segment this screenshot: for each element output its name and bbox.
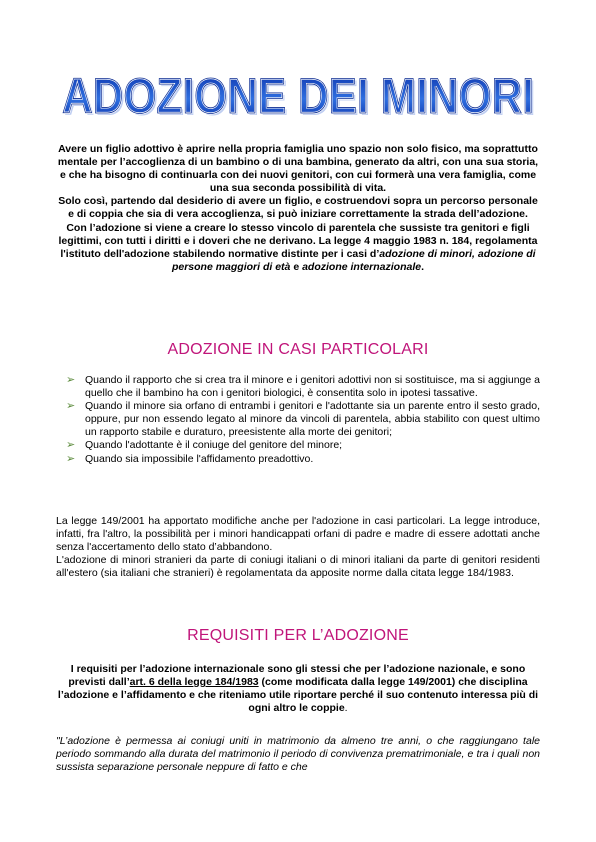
bullet-list [66,374,540,466]
section1-paragraphs [56,515,540,580]
wordart-title [58,70,538,122]
law-quote: "L’adozione è permessa ai coniugi uniti in matrimonio da almeno tre anni, o che raggiungano tale periodo sommando alla durata del matrimonio il periodo di convivenza prematrimoniale, e tra i quali non sussista separazione personale neppure di fatto e che [56,735,540,774]
intro-paragraph: Solo così, partendo dal desiderio di avere un figlio, e costruendovi sopra un percorso personale e di coppia che sia di vera accoglienza, si può iniziare correttamente la strada dell’adozione. [58,195,538,221]
list-item: ➢ Quando l'adottante è il coniuge del genitore del minore; [66,439,343,452]
arrow-bullet-icon: ➢ [66,452,76,465]
intro-paragraph: Con l’adozione si viene a creare lo stesso vincolo di parentela che sussiste tra genitori e figli legittimi, con tutti i diritti e i doveri che ne derivano. La legge 4 maggio 1983 n. 184, regolamenta l'istituto dell'adozione stabilendo normative distinte per i casi d’adozione di minori, adozione di persone maggiori di età e adozione internazionale. [58,221,538,273]
list-item: ➢ Quando il minore sia orfano di entrambi i genitori e l'adottante sia un parente entro il sesto grado, oppure, pur non essendo legato al minore da vincoli di parentela, abbia stabilito con quest ultimo un rapporto stabile e duraturo, preesistente alla morte dei genitori; [66,400,540,439]
wordart-title-stroke: ADOZIONE DEI MINORI [62,70,534,122]
arrow-bullet-icon: ➢ [66,400,76,413]
requirements-intro: I requisiti per l’adozione internazionale sono gli stessi che per l’adozione nazionale, e sono previsti dall’art. 6 della legge 184/1983 (come modificata dalla legge 149/2001) che disciplina l’adozione e l’affidamento e che riteniamo utile riportare perché il suo contenuto interessa più di ogni altro le coppie. [57,663,539,715]
intro-emphasis: adozione di minori, adozione di persone maggiori di età [171,247,536,273]
wordart-title-shadow: ADOZIONE DEI MINORI [64,70,536,122]
law-reference-link[interactable]: art. 6 della legge 184/1983 [129,676,259,689]
intro-emphasis: adozione internazionale [302,260,422,273]
body-paragraph: L'adozione di minori stranieri da parte di coniugi italiani o di minori italiani da parte di genitori residenti all'estero (sia italiani che stranieri) è regolamentata da apposite norme dalla citata legge 184/1983. [56,554,540,580]
list-item: ➢ Quando il rapporto che si crea tra il minore e i genitori adottivi non si sostituisce, ma si aggiunge a quello che il bambino ha con i genitori biologici, è consentita solo in ipotesi tassative. [66,374,540,400]
list-item: ➢ Quando sia impossibile l'affidamento preadottivo. [66,452,314,465]
intro-paragraph: Avere un figlio adottivo è aprire nella propria famiglia uno spazio non solo fisico, ma soprattutto mentale per l’accoglienza di un bambino o di una bambina, generato da altri, con una sua storia, e che ha bisogno di continuarla con dei nuovi genitori, con cui formerà una vera famiglia, come una sua seconda possibilità di vita. [57,143,539,195]
intro-text [56,143,540,274]
section-heading-requisiti: REQUISITI PER L’ADOZIONE [187,627,409,644]
body-paragraph: La legge 149/2001 ha apportato modifiche anche per l'adozione in casi particolari. La legge introduce, infatti, fra l'altro, la possibilità per i minori handicappati orfani di padre e madre di essere adottati anche senza l'accertamento dello stato d’abbandono. [56,515,540,554]
page-title [58,70,538,122]
section-heading-casi-particolari: ADOZIONE IN CASI PARTICOLARI [167,341,429,358]
arrow-bullet-icon: ➢ [66,374,76,386]
wordart-title-text: ADOZIONE DEI MINORI [62,70,534,122]
arrow-bullet-icon: ➢ [66,439,76,452]
